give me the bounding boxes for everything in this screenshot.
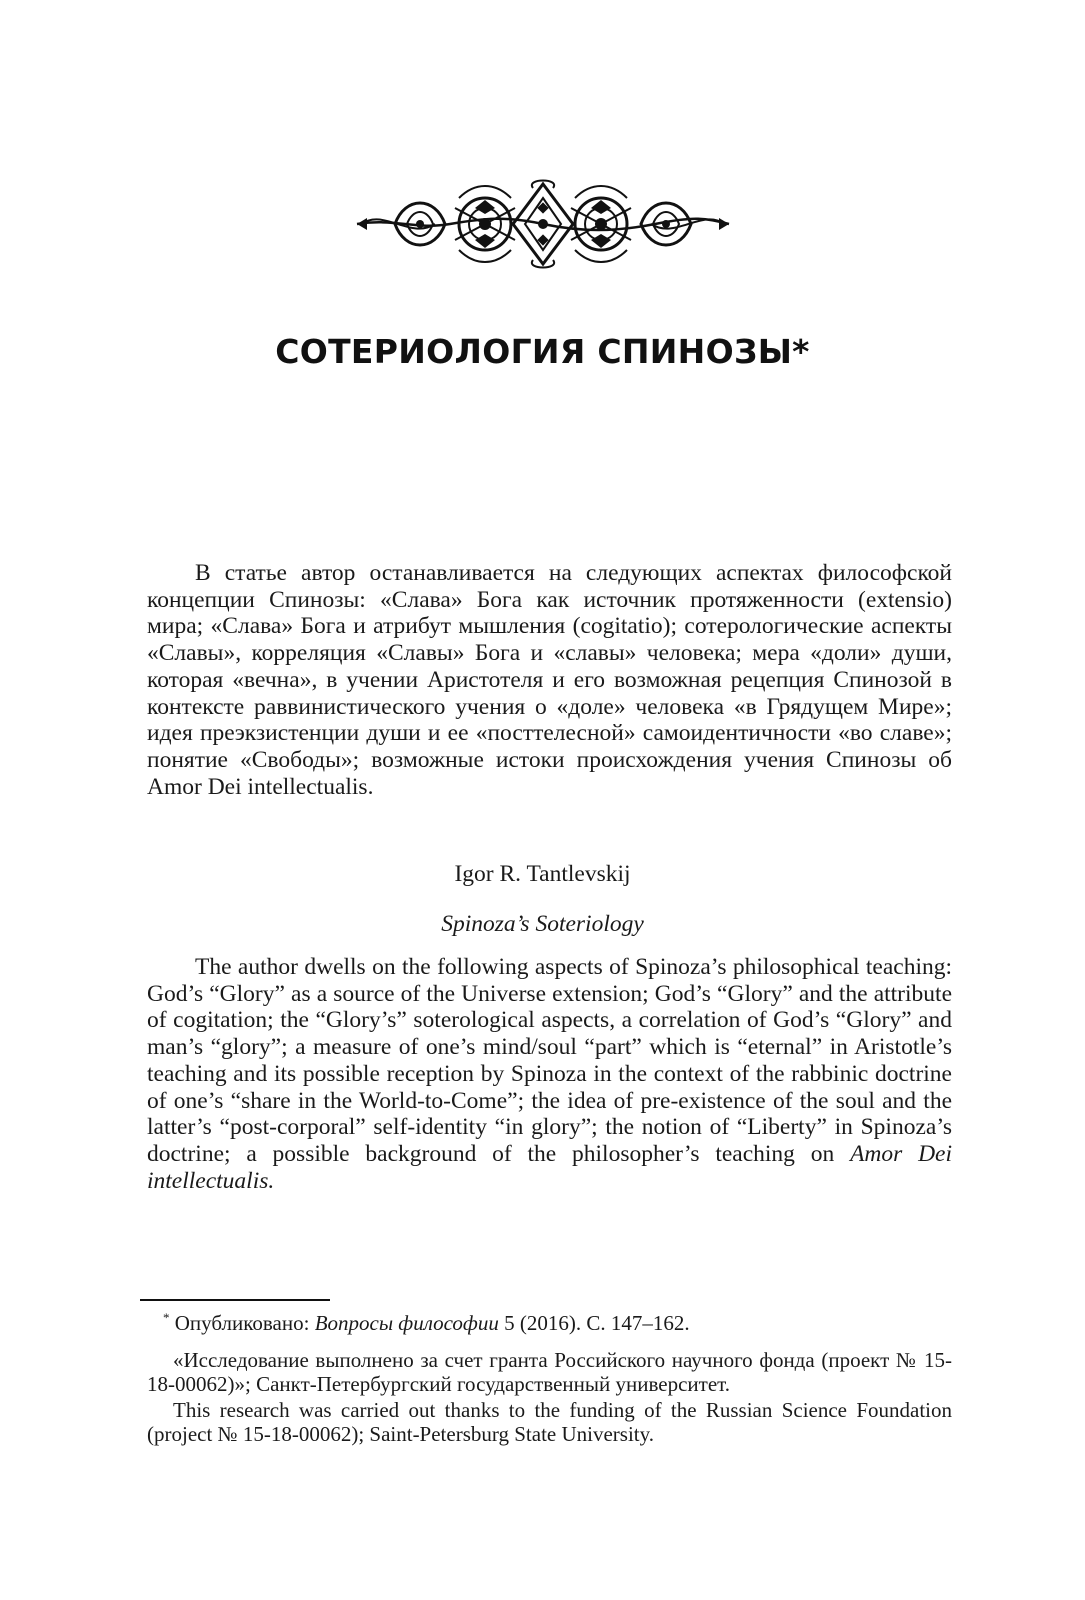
page-title: СОТЕРИОЛОГИЯ СПИНОЗЫ*: [275, 332, 810, 371]
abstract-english-text: The author dwells on the following aspects of Spinoza’s philosophical teaching: God’s “Glory” as a source of the Universe extension; God’s “Glory” and the attribute of cogitation; the “Glory’s” soterological aspects, a correlation of God’s “Glory” and man’s “glory”; a measure of one’s mind/soul “part” which is “eternal” in Aristotle’s teaching and its possible reception by Spinoza in the context of the rabbinic doctrine of one’s “share in the World-to-Come”; the idea of pre-existence of the soul and the latter’s “post-corporal” self-identity “in glory”; the notion of “Liberty” in Spinoza’s doctrine; a possible background of the philosopher’s teaching on: [147, 954, 952, 1167]
footnote-publication-suffix: 5 (2016). С. 147–162.: [498, 1311, 690, 1335]
title-english: Spinoza’s Soteriology: [441, 911, 644, 937]
footnote-publication: [147, 1311, 952, 1335]
abstract-english-italic-term: Amor Dei intellectualis.: [147, 1140, 953, 1194]
author-name-english: Igor R. Tantlevskij: [454, 861, 631, 887]
footnote-grant-russian: «Исследование выполнено за счет гранта Российского научного фонда (проект № 15-18-00062)»; Санкт-Петербургский государственный университет.: [147, 1348, 952, 1396]
footnote-divider: [140, 1299, 330, 1301]
footnote-journal-name: Вопросы философии: [314, 1311, 499, 1335]
footnote-publication-prefix: Опубликовано:: [174, 1311, 315, 1335]
footnote-grant-english: This research was carried out thanks to the funding of the Russian Science Foundation (project № 15-18-00062); Saint-Petersburg State University.: [147, 1398, 952, 1446]
footnote-mark: *: [163, 1310, 170, 1325]
abstract-english: [147, 954, 952, 1194]
ornament-headpiece-icon: [355, 178, 731, 270]
abstract-russian: В статье автор останавливается на следующих аспектах философской концепции Спинозы: «Слава» Бога как источник протяженности (extensio) мира; «Слава» Бога и атрибут мышления (cogitatio); сотерологические аспекты «Славы», корреляция «Славы» Бога и «славы» человека; мера «доли» души, которая «вечна», в учении Аристотеля и его возможная рецепция Спинозой в контексте раввинистического учения о «доле» человека «в Грядущем Мире»; идея преэкзистенции души и ее «посттелесной» самоидентичности «во славе»; понятие «Свободы»; возможные истоки происхождения учения Спинозы об Amor Dei intellectualis.: [147, 560, 952, 800]
